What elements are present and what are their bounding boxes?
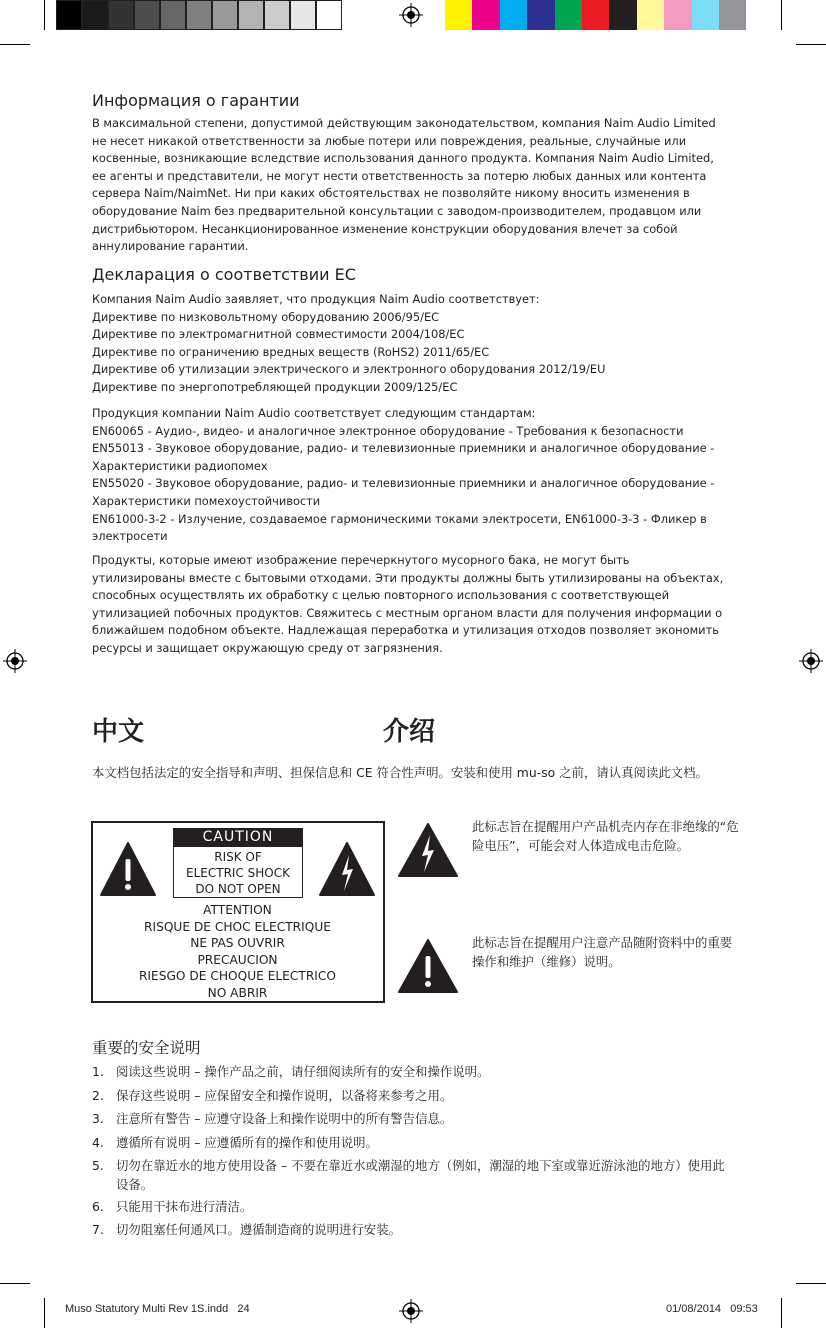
crop-mark (44, 0, 45, 30)
text-line: ближайшем подобном объекте. Надлежащая переработка и утилизация отходов позволяет экономить (92, 623, 719, 638)
disposal-text (92, 552, 740, 658)
color-swatch (582, 0, 609, 30)
introduction-title: 介绍 (383, 717, 436, 747)
text-line: Директиве по энергопотребляющей продукции 2009/125/EC (92, 379, 458, 394)
voltage-note: 此标志旨在提醒用户产品机壳内存在非绝缘的“危险电压”，可能会对人体造成电击危险。 (472, 819, 739, 853)
declaration-heading: Декларация о соответствии ЕС (92, 265, 356, 284)
text-line: ресурсы и защищает окружающую среду от загрязнения. (92, 640, 443, 655)
item-number: 5. (92, 1158, 104, 1173)
color-swatch (555, 0, 582, 30)
item-text: 遵循所有说明 – 应遵循所有的操作和使用说明。 (116, 1135, 378, 1150)
color-swatch (56, 0, 82, 30)
color-swatch (500, 0, 527, 30)
item-number: 4. (92, 1135, 104, 1150)
text-line: В максимальной степени, допустимой действующим законодательством, компания Naim Audio Limited (92, 116, 716, 130)
crop-mark (781, 0, 782, 30)
color-swatch (472, 0, 499, 30)
caution-body (173, 846, 303, 898)
item-number: 1. (92, 1064, 104, 1079)
color-swatch (290, 0, 316, 30)
text-line: утилизированы вместе с бытовыми отходами. Эти продукты должны быть утилизированы на объектах, (92, 570, 724, 585)
safety-title: 重要的安全说明 (92, 1039, 201, 1057)
crop-mark (0, 44, 30, 45)
color-swatch (238, 0, 264, 30)
color-swatch (160, 0, 186, 30)
color-swatch (82, 0, 108, 30)
lightning-triangle-icon (318, 841, 376, 897)
item-number: 3. (92, 1111, 104, 1126)
text-line: Продукция компании Naim Audio соответствует следующим стандартам: (92, 406, 536, 420)
color-swatch (316, 0, 342, 30)
color-swatch (637, 0, 664, 30)
grayscale-color-bar (56, 0, 342, 30)
chinese-title: 中文 (92, 717, 145, 747)
directives-list (92, 291, 740, 397)
text-line: Директиве по ограничению вредных веществ (RoHS2) 2011/65/EC (92, 344, 490, 359)
text-line: Продукты, которые имеют изображение перечеркнутого мусорного бака, не могут быть (92, 553, 630, 567)
attention-triangle-icon (99, 841, 157, 897)
text-line: дистрибьютором. Несанкционированное изменение конструкции оборудования влечет за собой (92, 221, 678, 236)
registration-mark-icon (399, 3, 423, 27)
text-line: EN61000-3-2 - Излучение, создаваемое гармоническими токами электросети, EN61000-3-3 - Фликер в (92, 511, 707, 526)
text-line: оборудование Naim без предварительной консультации с заводом-производителем, продавцом или (92, 203, 702, 218)
date-slug: 01/08/2014 09:53 (666, 1303, 758, 1315)
text-line: ее агенты и представители, не могут нести ответственность за потерю любых данных или контента (92, 168, 707, 183)
caution-label-box (91, 821, 385, 1003)
text-line: Характеристики помехоустойчивости (92, 493, 321, 508)
crop-mark (796, 44, 826, 45)
lightning-triangle-icon (397, 822, 459, 878)
text-line: способных осуществлять их обработку с целью повторного использования с соответствующей (92, 588, 670, 603)
item-number: 2. (92, 1088, 104, 1103)
warning-line: ATTENTION (203, 903, 272, 917)
item-text: 只能用干抹布进行清洁。 (116, 1199, 253, 1214)
item-text: 切勿阻塞任何通风口。遵循制造商的说明进行安装。 (116, 1222, 401, 1237)
color-swatch (264, 0, 290, 30)
text-line: сервера Naim/NaimNet. Ни при каких обстоятельствах не позволяйте никому вносить изменения в (92, 186, 690, 201)
color-swatch (108, 0, 134, 30)
chinese-intro: 本文档包括法定的安全指导和声明、担保信息和 CE 符合性声明。安装和使用 mu-so 之前，请认真阅读此文档。 (92, 765, 708, 780)
color-swatch (212, 0, 238, 30)
text-line: косвенные, возникающие вследствие использования данного продукта. Компания Naim Audio Limited, (92, 151, 714, 166)
caution-line: ELECTRIC SHOCK (186, 866, 290, 880)
attention-triangle-icon (397, 938, 459, 994)
warning-line: RIESGO DE CHOQUE ELECTRICO (138, 969, 337, 983)
warning-line: NO ABRIR (207, 985, 268, 1000)
warning-line: RISQUE DE CHOC ELECTRIQUE (144, 919, 331, 934)
item-text: 保存这些说明 – 应保留安全和操作说明，以备将来参考之用。 (116, 1088, 453, 1103)
color-swatch (692, 0, 719, 30)
warning-line: PRECAUCION (197, 952, 278, 967)
caution-header: CAUTION (173, 828, 303, 846)
item-text: 切勿在靠近水的地方使用设备 – 不要在靠近水或潮湿的地方（例如，潮湿的地下室或靠近游泳池的地方）使用此设备。 (116, 1158, 725, 1192)
warranty-text (92, 115, 740, 256)
item-number: 6. (92, 1199, 104, 1214)
color-swatch (186, 0, 212, 30)
file-slug: Muso Statutory Multi Rev 1S.indd 24 (65, 1303, 250, 1315)
color-swatch (664, 0, 691, 30)
text-line: утилизацией побочных продуктов. Свяжитесь с местным органом власти для получения информации о (92, 605, 723, 620)
color-swatch (134, 0, 160, 30)
warranty-heading: Информация о гарантии (92, 91, 300, 110)
multilingual-warning (93, 902, 382, 1001)
caution-line: DO NOT OPEN (195, 882, 281, 896)
color-swatch (609, 0, 636, 30)
process-color-bar (445, 0, 746, 30)
text-line: Характеристики радиопомех (92, 458, 268, 473)
text-line: Директиве по низковольтному оборудованию 2006/95/EC (92, 309, 440, 324)
attention-note: 此标志旨在提醒用户注意产品随附资料中的重要操作和维护（维修）说明。 (472, 935, 733, 969)
color-swatch (445, 0, 472, 30)
warning-line: NE PAS OUVRIR (190, 936, 285, 950)
crop-mark (796, 1283, 826, 1284)
item-text: 阅读这些说明 – 操作产品之前，请仔细阅读所有的安全和操作说明。 (116, 1064, 490, 1079)
registration-mark-icon (3, 649, 27, 673)
item-number: 7. (92, 1222, 104, 1237)
text-line: Директиве об утилизации электрического и электронного оборудования 2012/19/EU (92, 362, 606, 377)
registration-mark-icon (799, 649, 823, 673)
standards-list (92, 405, 740, 546)
caution-line: RISK OF (214, 850, 262, 864)
text-line: аннулирование гарантии. (92, 239, 249, 254)
item-text: 注意所有警告 – 应遵守设备上和操作说明中的所有警告信息。 (116, 1111, 453, 1126)
registration-mark-icon (399, 1299, 423, 1323)
text-line: не несет никакой ответственности за любые потери или повреждения, реальные, случайные или (92, 133, 687, 148)
crop-mark (781, 1298, 782, 1328)
crop-mark (44, 1298, 45, 1328)
text-line: электросети (92, 529, 168, 544)
crop-mark (0, 1283, 30, 1284)
text-line: EN55013 - Звуковое оборудование, радио- и телевизионные приемники и аналогичное оборудование - (92, 441, 715, 456)
text-line: EN60065 - Аудио-, видео- и аналогичное электронное оборудование - Требования к безопасности (92, 423, 684, 438)
text-line: Компания Naim Audio заявляет, что продукция Naim Audio соответствует: (92, 292, 540, 306)
text-line: EN55020 - Звуковое оборудование, радио- и телевизионные приемники и аналогичное оборудование - (92, 476, 715, 491)
text-line: Директиве по электромагнитной совместимости 2004/108/EC (92, 327, 465, 342)
color-swatch (719, 0, 746, 30)
color-swatch (527, 0, 554, 30)
